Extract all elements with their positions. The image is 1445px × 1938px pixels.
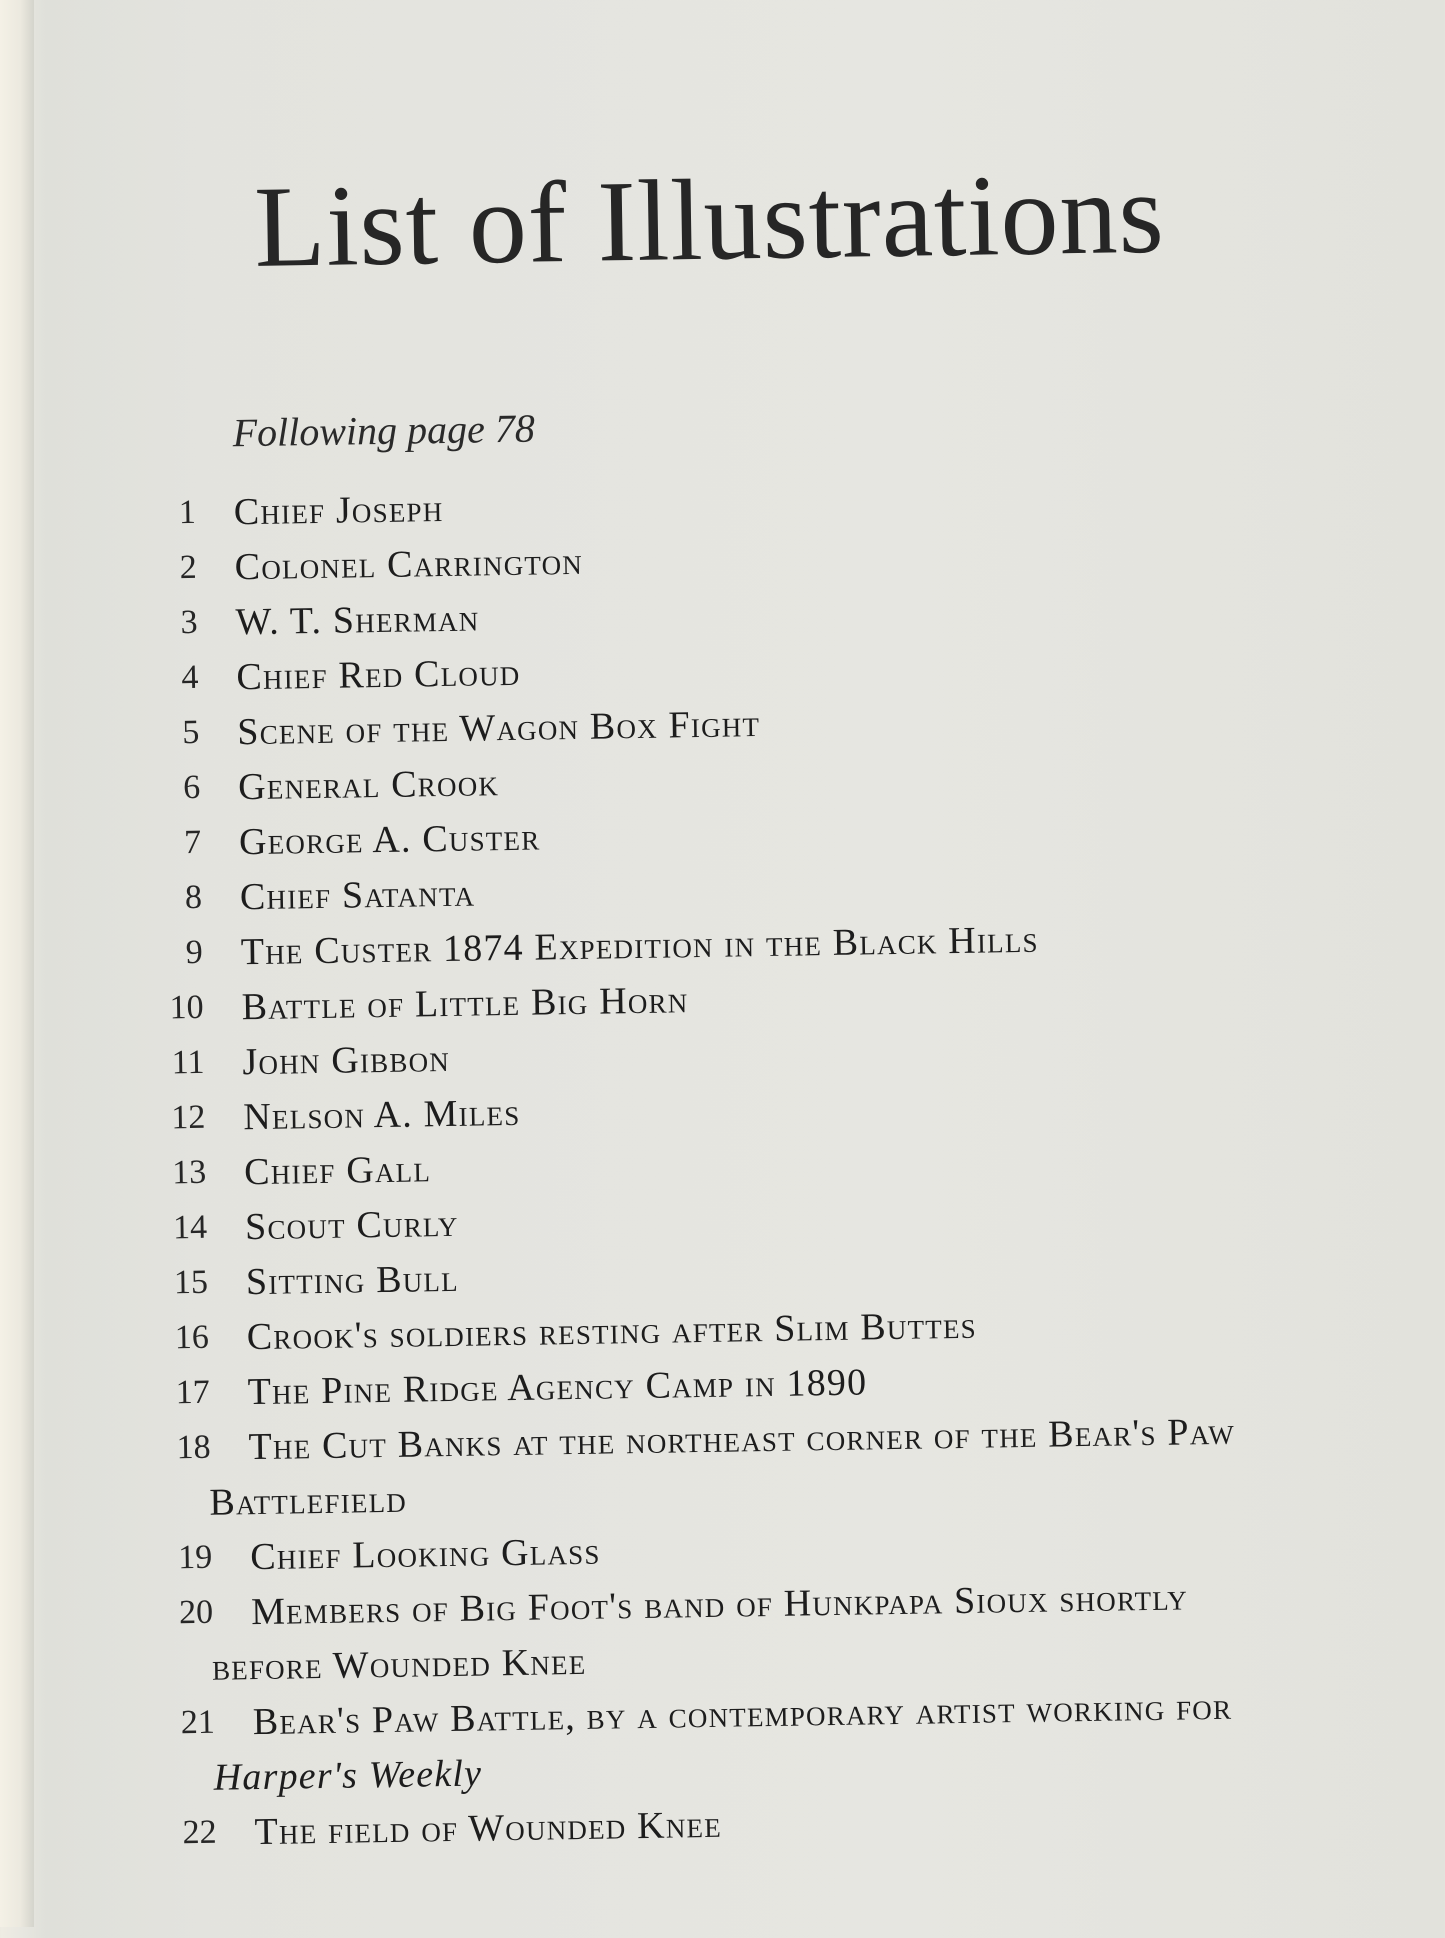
item-number: 21 (180, 1703, 216, 1742)
item-caption: Battle of Little Big Horn (241, 979, 689, 1029)
item-caption: The Custer 1874 Expedition in the Black Hills (240, 918, 1040, 974)
item-caption: Crook's soldiers resting after Slim Buttes (246, 1304, 978, 1359)
item-number: 18 (176, 1428, 211, 1467)
item-caption: Scout Curly (244, 1202, 459, 1249)
item-number: 16 (174, 1318, 210, 1357)
item-caption: Chief Gall (243, 1148, 432, 1194)
item-caption: The Pine Ridge Agency Camp in 1890 (247, 1361, 868, 1414)
item-caption: George A. Custer (238, 816, 541, 864)
item-caption: Bear's Paw Battle, by a contemporary artist working for (252, 1685, 1233, 1744)
list-item (131, 1567, 1433, 1697)
item-caption-continuation: Harper's Weekly (213, 1752, 483, 1799)
item-caption: Members of Big Foot's band of Hunkpapa Sioux shortly (250, 1576, 1189, 1634)
item-caption: Sitting Bull (245, 1257, 460, 1304)
item-caption: Nelson A. Miles (243, 1091, 521, 1139)
item-caption: Chief Satanta (239, 872, 476, 919)
item-caption: Chief Looking Glass (249, 1530, 601, 1579)
item-number: 9 (185, 933, 204, 972)
item-caption: The Cut Banks at the northeast corner of the Bear's Paw (248, 1410, 1236, 1469)
item-caption: The field of Wounded Knee (254, 1803, 723, 1854)
item-number: 7 (183, 823, 202, 862)
item-number: 12 (171, 1098, 206, 1137)
item-number: 17 (175, 1373, 210, 1412)
item-number: 1 (178, 493, 197, 532)
item-number: 4 (181, 658, 199, 697)
item-number: 10 (169, 988, 204, 1027)
list-item (128, 1402, 1430, 1532)
item-number: 22 (182, 1813, 217, 1852)
item-caption: General Crook (237, 762, 500, 809)
item-number: 15 (173, 1263, 209, 1302)
item-caption: W. T. Sherman (235, 597, 480, 644)
illustration-list (113, 467, 1434, 1862)
item-number: 6 (182, 768, 201, 807)
item-number: 20 (178, 1593, 214, 1632)
item-number: 13 (171, 1153, 207, 1192)
item-caption-continuation: Battlefield (209, 1478, 408, 1524)
item-number: 19 (177, 1538, 213, 1577)
item-number: 14 (172, 1208, 208, 1247)
list-item (132, 1677, 1434, 1807)
item-number: 8 (184, 878, 203, 917)
item-caption: Scene of the Wagon Box Fight (236, 703, 761, 754)
item-caption: Chief Joseph (233, 487, 444, 534)
item-number: 5 (182, 713, 200, 752)
item-caption-continuation: before Wounded Knee (211, 1640, 587, 1689)
item-number: 3 (180, 603, 198, 642)
item-caption: Colonel Carrington (234, 540, 584, 589)
item-caption: Chief Red Cloud (236, 651, 521, 699)
item-caption: John Gibbon (242, 1037, 451, 1084)
page-title: List of Illustrations (253, 149, 1166, 292)
section-subtitle: Following page 78 (232, 405, 536, 456)
item-number: 11 (171, 1043, 205, 1082)
item-number: 2 (179, 548, 198, 587)
